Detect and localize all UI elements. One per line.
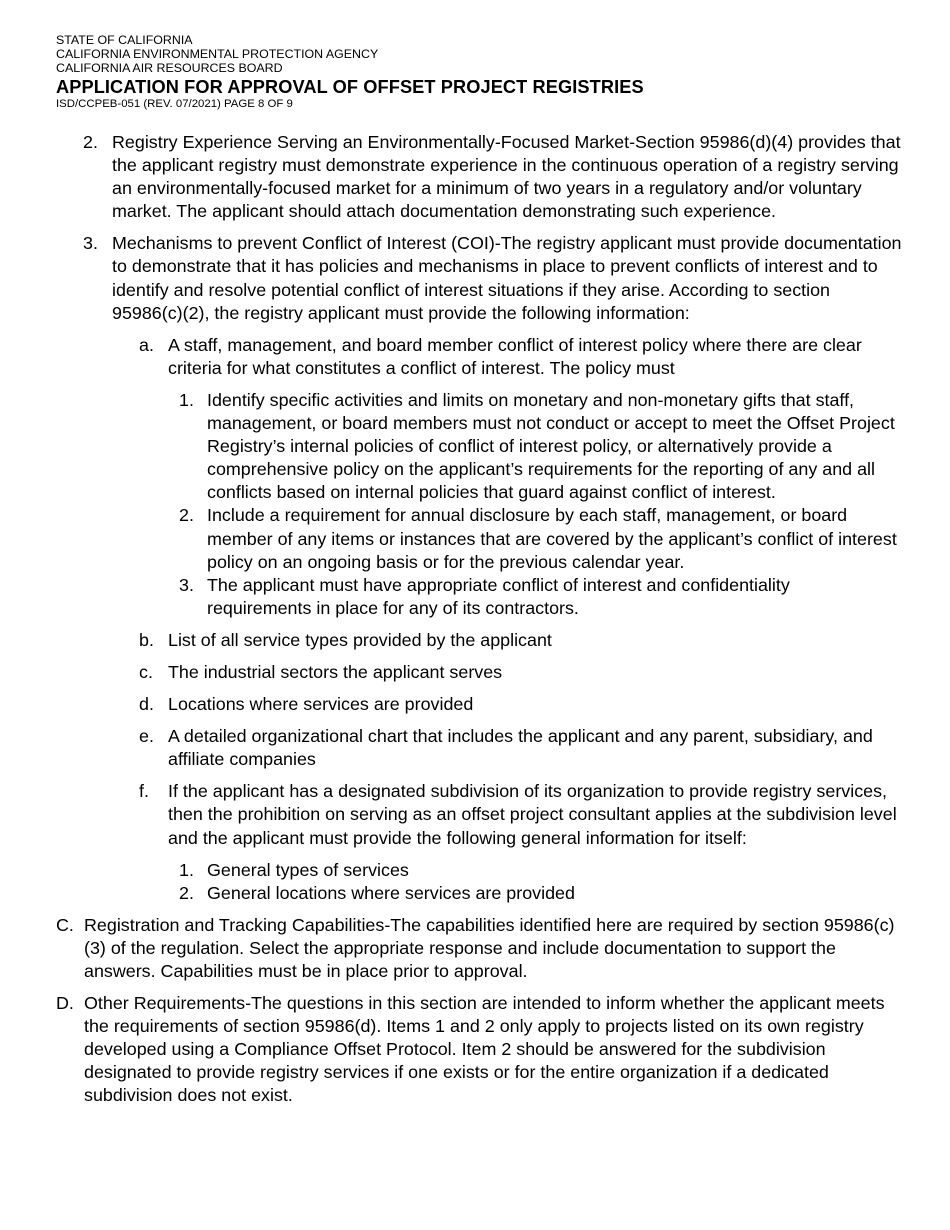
list-item-d [0,693,950,716]
list-item-text: Mechanisms to prevent Conflict of Interest (COI)-The registry applicant must provide documentation to demonstrate that it has policies and mechanisms in place to prevent conflicts of interest and to identify and resolve potential conflict of interest situations if they arise. According to section 95986(c)(2), the registry applicant must provide the following information: [112,233,902,323]
list-marker: f. [139,781,149,802]
section-text: Registration and Tracking Capabilities-The capabilities identified here are required by section 95986(c)(3) of the regulation. Select the appropriate response and include documentation to support the answers. Capabilities must be in place prior to approval. [84,914,895,981]
list-item-text: General locations where services are provided [207,882,575,903]
list-item-a-coi-policy [0,334,950,380]
list-item-f [0,780,950,849]
section-marker: D. [56,993,74,1014]
list-marker: a. [139,334,154,355]
list-item-text: A staff, management, and board member conflict of interest policy where there are clear criteria for what constitutes a conflict of interest. The policy must [168,334,862,378]
form-id: ISD/CCPEB-051 (REV. 07/2021) PAGE 8 OF 9 [56,97,293,110]
list-item-a3 [0,574,950,620]
list-item-text: The industrial sectors the applicant serves [168,661,503,682]
list-item-2-registry-experience [0,131,950,223]
list-item-text: Locations where services are provided [168,694,474,715]
list-marker: 2. [83,132,98,152]
form-header [56,33,644,111]
list-item-a2 [0,504,950,573]
list-item-text: General types of services [207,859,409,880]
list-item-text: Identify specific activities and limits on monetary and non-monetary gifts that staff, management, or board members must not conduct or accept to meet the Offset Project Registry’s internal policies of conflict of interest policy, or alternatively provide a comprehensive policy on the applicant’s requirements for the reporting of any and all conflicts based on internal policies that guard against conflict of interest. [207,389,895,503]
section-marker: C. [56,914,74,935]
list-item-f2 [0,882,950,905]
list-marker: 3. [179,574,194,595]
section-d-other-requirements [0,992,950,1107]
list-item-text: List of all service types provided by the applicant [168,629,552,650]
list-item-text: A detailed organizational chart that includes the applicant and any parent, subsidiary, and affiliate companies [168,726,873,770]
list-marker: 1. [179,389,194,410]
list-item-text: The applicant must have appropriate conflict of interest and confidentiality requirements in place for any of its contractors. [207,574,790,618]
list-marker: 3. [83,233,98,254]
list-marker: c. [139,661,153,682]
list-item-e [0,725,950,771]
section-text: Other Requirements-The questions in this section are intended to inform whether the applicant meets the requirements of section 95986(d). Items 1 and 2 only apply to projects listed on its own registry developed using a Compliance Offset Protocol. Item 2 should be answered for the subdivision designated to provide registry services if one exists or for the entire organization if a dedicated subdivision does not exist. [84,993,885,1106]
header-state: STATE OF CALIFORNIA [56,33,193,47]
list-marker: d. [139,694,154,715]
page-title: APPLICATION FOR APPROVAL OF OFFSET PROJECT REGISTRIES [56,76,644,97]
list-marker: b. [139,629,154,650]
list-marker: 2. [179,505,194,526]
list-marker: e. [139,726,154,747]
section-c-registration-tracking [0,914,950,983]
list-item-text: Include a requirement for annual disclosure by each staff, management, or board member of any items or instances that are covered by the applicant’s conflict of interest policy on an ongoing basis or for the previous calendar year. [207,505,897,572]
list-item-3-conflict-of-interest [0,232,950,324]
list-marker: 1. [179,859,194,880]
list-item-text: If the applicant has a designated subdivision of its organization to provide registry services, then the prohibition on serving as an offset project consultant applies at the subdivision level and the applicant must provide the following general information for itself: [168,781,897,848]
list-item-b [0,629,950,652]
list-item-f1 [0,859,950,882]
list-item-text: Registry Experience Serving an Environmentally-Focused Market-Section 95986(d)(4) provides that the applicant registry must demonstrate experience in the continuous operation of a registry serving an environmentally-focused market for a minimum of two years in a regulatory and/or voluntary market. The applicant should attach documentation demonstrating such experience. [112,132,901,222]
header-board: CALIFORNIA AIR RESOURCES BOARD [56,61,283,76]
list-item-a1 [0,389,950,504]
list-item-c [0,661,950,684]
header-agency: CALIFORNIA ENVIRONMENTAL PROTECTION AGENCY [56,47,379,62]
list-marker: 2. [179,882,194,903]
document-body [0,131,950,1108]
